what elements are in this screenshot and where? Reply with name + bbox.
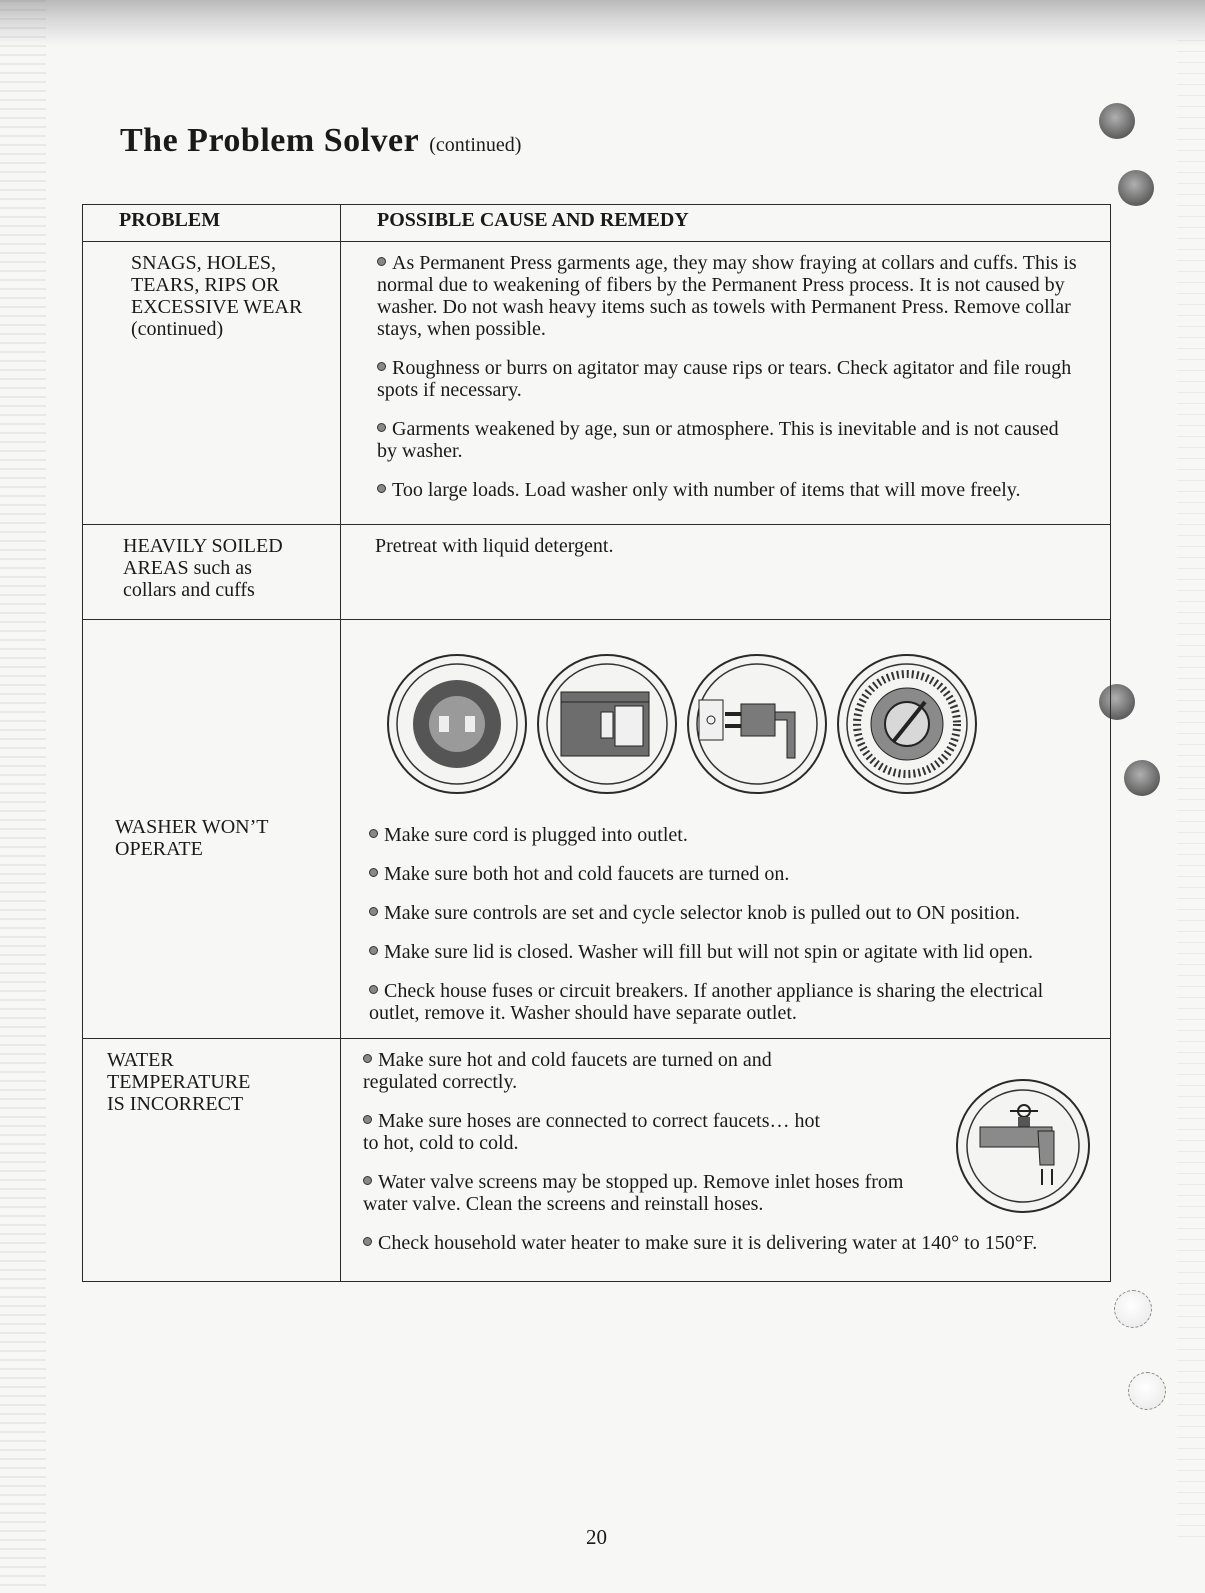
bullet-icon: [369, 907, 378, 916]
scan-edge-left: [0, 0, 46, 1593]
table-row: [83, 620, 1111, 1039]
remedy-text: As Permanent Press garments age, they may show fraying at collars and cuffs. This is normal due to weakening of fibers by the Permanent Press process. It is not caused by washer. Do not wash heavy items such as towels with Permanent Press. Remove collar stays, when possible.: [377, 252, 1077, 340]
bullet-icon: [363, 1237, 372, 1246]
remedy-item: [369, 863, 1080, 885]
binder-hole: [1114, 1290, 1152, 1328]
problem-line: TEMPERATURE: [107, 1071, 251, 1093]
bullet-icon: [377, 362, 386, 371]
remedy-item: [363, 1110, 833, 1154]
remedy-text: Check household water heater to make sure it is delivering water at 140° to 150°F.: [378, 1232, 1038, 1254]
problem-line: TEARS, RIPS OR: [131, 274, 280, 296]
binder-hole: [1099, 103, 1135, 139]
remedy-item: [363, 1232, 1080, 1254]
problem-line: (continued): [131, 318, 224, 340]
bullet-icon: [377, 257, 386, 266]
problem-cell: [83, 525, 341, 620]
remedy-text: Make sure both hot and cold faucets are turned on.: [384, 863, 790, 885]
remedy-text: Make sure lid is closed. Washer will fill but will not spin or agitate with lid open.: [384, 941, 1034, 963]
problem-line: IS INCORRECT: [107, 1093, 244, 1115]
remedy-text: Pretreat with liquid detergent.: [375, 535, 614, 557]
bullet-icon: [369, 985, 378, 994]
problem-line: OPERATE: [115, 838, 203, 860]
title-suffix: (continued): [429, 134, 522, 156]
header-problem: PROBLEM: [83, 205, 341, 242]
remedy-text: Make sure controls are set and cycle selector knob is pulled out to ON position.: [384, 902, 1020, 924]
remedy-item: [377, 252, 1080, 340]
header-remedy: POSSIBLE CAUSE AND REMEDY: [341, 205, 1111, 242]
remedy-cell: [341, 1039, 1111, 1282]
problem-solver-table: [82, 204, 1111, 1282]
title-main: The Problem Solver: [120, 122, 420, 159]
illustration-row: [387, 654, 1080, 794]
remedy-item: [377, 418, 1080, 462]
page-number: 20: [586, 1525, 607, 1549]
table-row: [83, 242, 1111, 525]
remedy-item: [377, 479, 1080, 501]
remedy-cell: [341, 620, 1111, 1039]
problem-line: SNAGS, HOLES,: [131, 252, 277, 274]
table-row: [83, 525, 1111, 620]
bullet-icon: [369, 868, 378, 877]
remedy-item: [363, 1171, 923, 1215]
bullet-icon: [369, 946, 378, 955]
plug-icon: [687, 654, 827, 794]
remedy-text: Make sure cord is plugged into outlet.: [384, 824, 688, 846]
remedy-cell: [341, 525, 1111, 620]
binder-hole: [1118, 170, 1154, 206]
bullet-icon: [363, 1176, 372, 1185]
table-header-row: [83, 205, 1111, 242]
scan-edge-top: [0, 0, 1205, 46]
problem-cell: [83, 620, 341, 1039]
control-knob-icon: [837, 654, 977, 794]
remedy-text: Garments weakened by age, sun or atmosphere. This is inevitable and is not caused by washer.: [377, 418, 1059, 462]
scan-edge-right: [1177, 40, 1205, 1540]
remedy-text: Water valve screens may be stopped up. Remove inlet hoses from water valve. Clean the screens and reinstall hoses.: [363, 1171, 904, 1215]
table-row: [83, 1039, 1111, 1282]
binder-hole: [1128, 1372, 1166, 1410]
remedy-cell: [341, 242, 1111, 525]
remedy-item: [363, 1049, 833, 1093]
page-title: [120, 122, 521, 160]
bullet-icon: [363, 1115, 372, 1124]
remedy-item: [369, 902, 1080, 924]
problem-cell: [83, 1039, 341, 1282]
outlet-icon: [387, 654, 527, 794]
faucet-icon: [956, 1079, 1090, 1213]
remedy-text: Too large loads. Load washer only with number of items that will move freely.: [392, 479, 1021, 501]
problem-line: AREAS such as: [123, 557, 252, 579]
fuse-box-icon: [537, 654, 677, 794]
bullet-icon: [363, 1054, 372, 1063]
remedy-item: [369, 980, 1080, 1024]
problem-line: EXCESSIVE WEAR: [131, 296, 303, 318]
remedy-item: [377, 357, 1080, 401]
remedy-item: [369, 941, 1080, 963]
bullet-icon: [377, 484, 386, 493]
bullet-icon: [377, 423, 386, 432]
remedy-text: Make sure hot and cold faucets are turned on and regulated correctly.: [363, 1049, 772, 1093]
remedy-text: Roughness or burrs on agitator may cause rips or tears. Check agitator and file rough spots if necessary.: [377, 357, 1072, 401]
remedy-item: [369, 824, 1080, 846]
problem-line: WASHER WON’T: [115, 816, 269, 838]
remedy-text: Check house fuses or circuit breakers. If another appliance is sharing the electrical outlet, remove it. Washer should have separate outlet.: [369, 980, 1044, 1024]
remedy-text: Make sure hoses are connected to correct faucets… hot to hot, cold to cold.: [363, 1110, 821, 1154]
problem-cell: [83, 242, 341, 525]
bullet-icon: [369, 829, 378, 838]
problem-line: HEAVILY SOILED: [123, 535, 283, 557]
problem-line: WATER: [107, 1049, 174, 1071]
problem-line: collars and cuffs: [123, 579, 255, 601]
binder-hole: [1124, 760, 1160, 796]
